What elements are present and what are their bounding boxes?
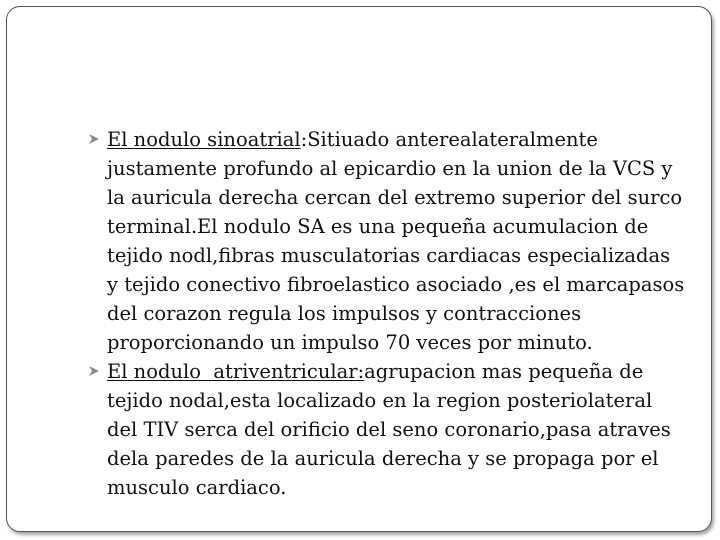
term-sinoatrial-node: El nodulo sinoatrial bbox=[107, 128, 301, 151]
slide-body bbox=[87, 125, 687, 502]
paragraph-text: agrupacion mas pequeña de tejido nodal,esta localizado en la region posteriolateral del TIV serca del orificio del seno coronario,pasa atraves dela paredes de la auricula derecha y se propaga por el musculo cardiaco. bbox=[107, 360, 671, 499]
arrow-bullet-icon bbox=[87, 364, 101, 378]
paragraph-sinoatrial-node bbox=[87, 125, 687, 357]
term-separator: : bbox=[300, 128, 308, 151]
paragraph-atrioventricular-node bbox=[87, 357, 687, 502]
paragraph-text: Sitiuado anterealateralmente justamente profundo al epicardio en la union de la VCS y la auricula derecha cercan del extremo superior del surco terminal.El nodulo SA es una pequeña acumulacion de tejido nodl,fibras musculatorias cardiacas especializadas y tejido conectivo fibroelastico asociado ,es el marcapasos del corazon regula los impulsos y contracciones proporcionando un impulso 70 veces por minuto. bbox=[107, 128, 685, 354]
slide-frame bbox=[6, 6, 712, 532]
arrow-bullet-icon bbox=[87, 132, 101, 146]
term-atrioventricular-node: El nodulo atriventricular: bbox=[107, 360, 365, 383]
